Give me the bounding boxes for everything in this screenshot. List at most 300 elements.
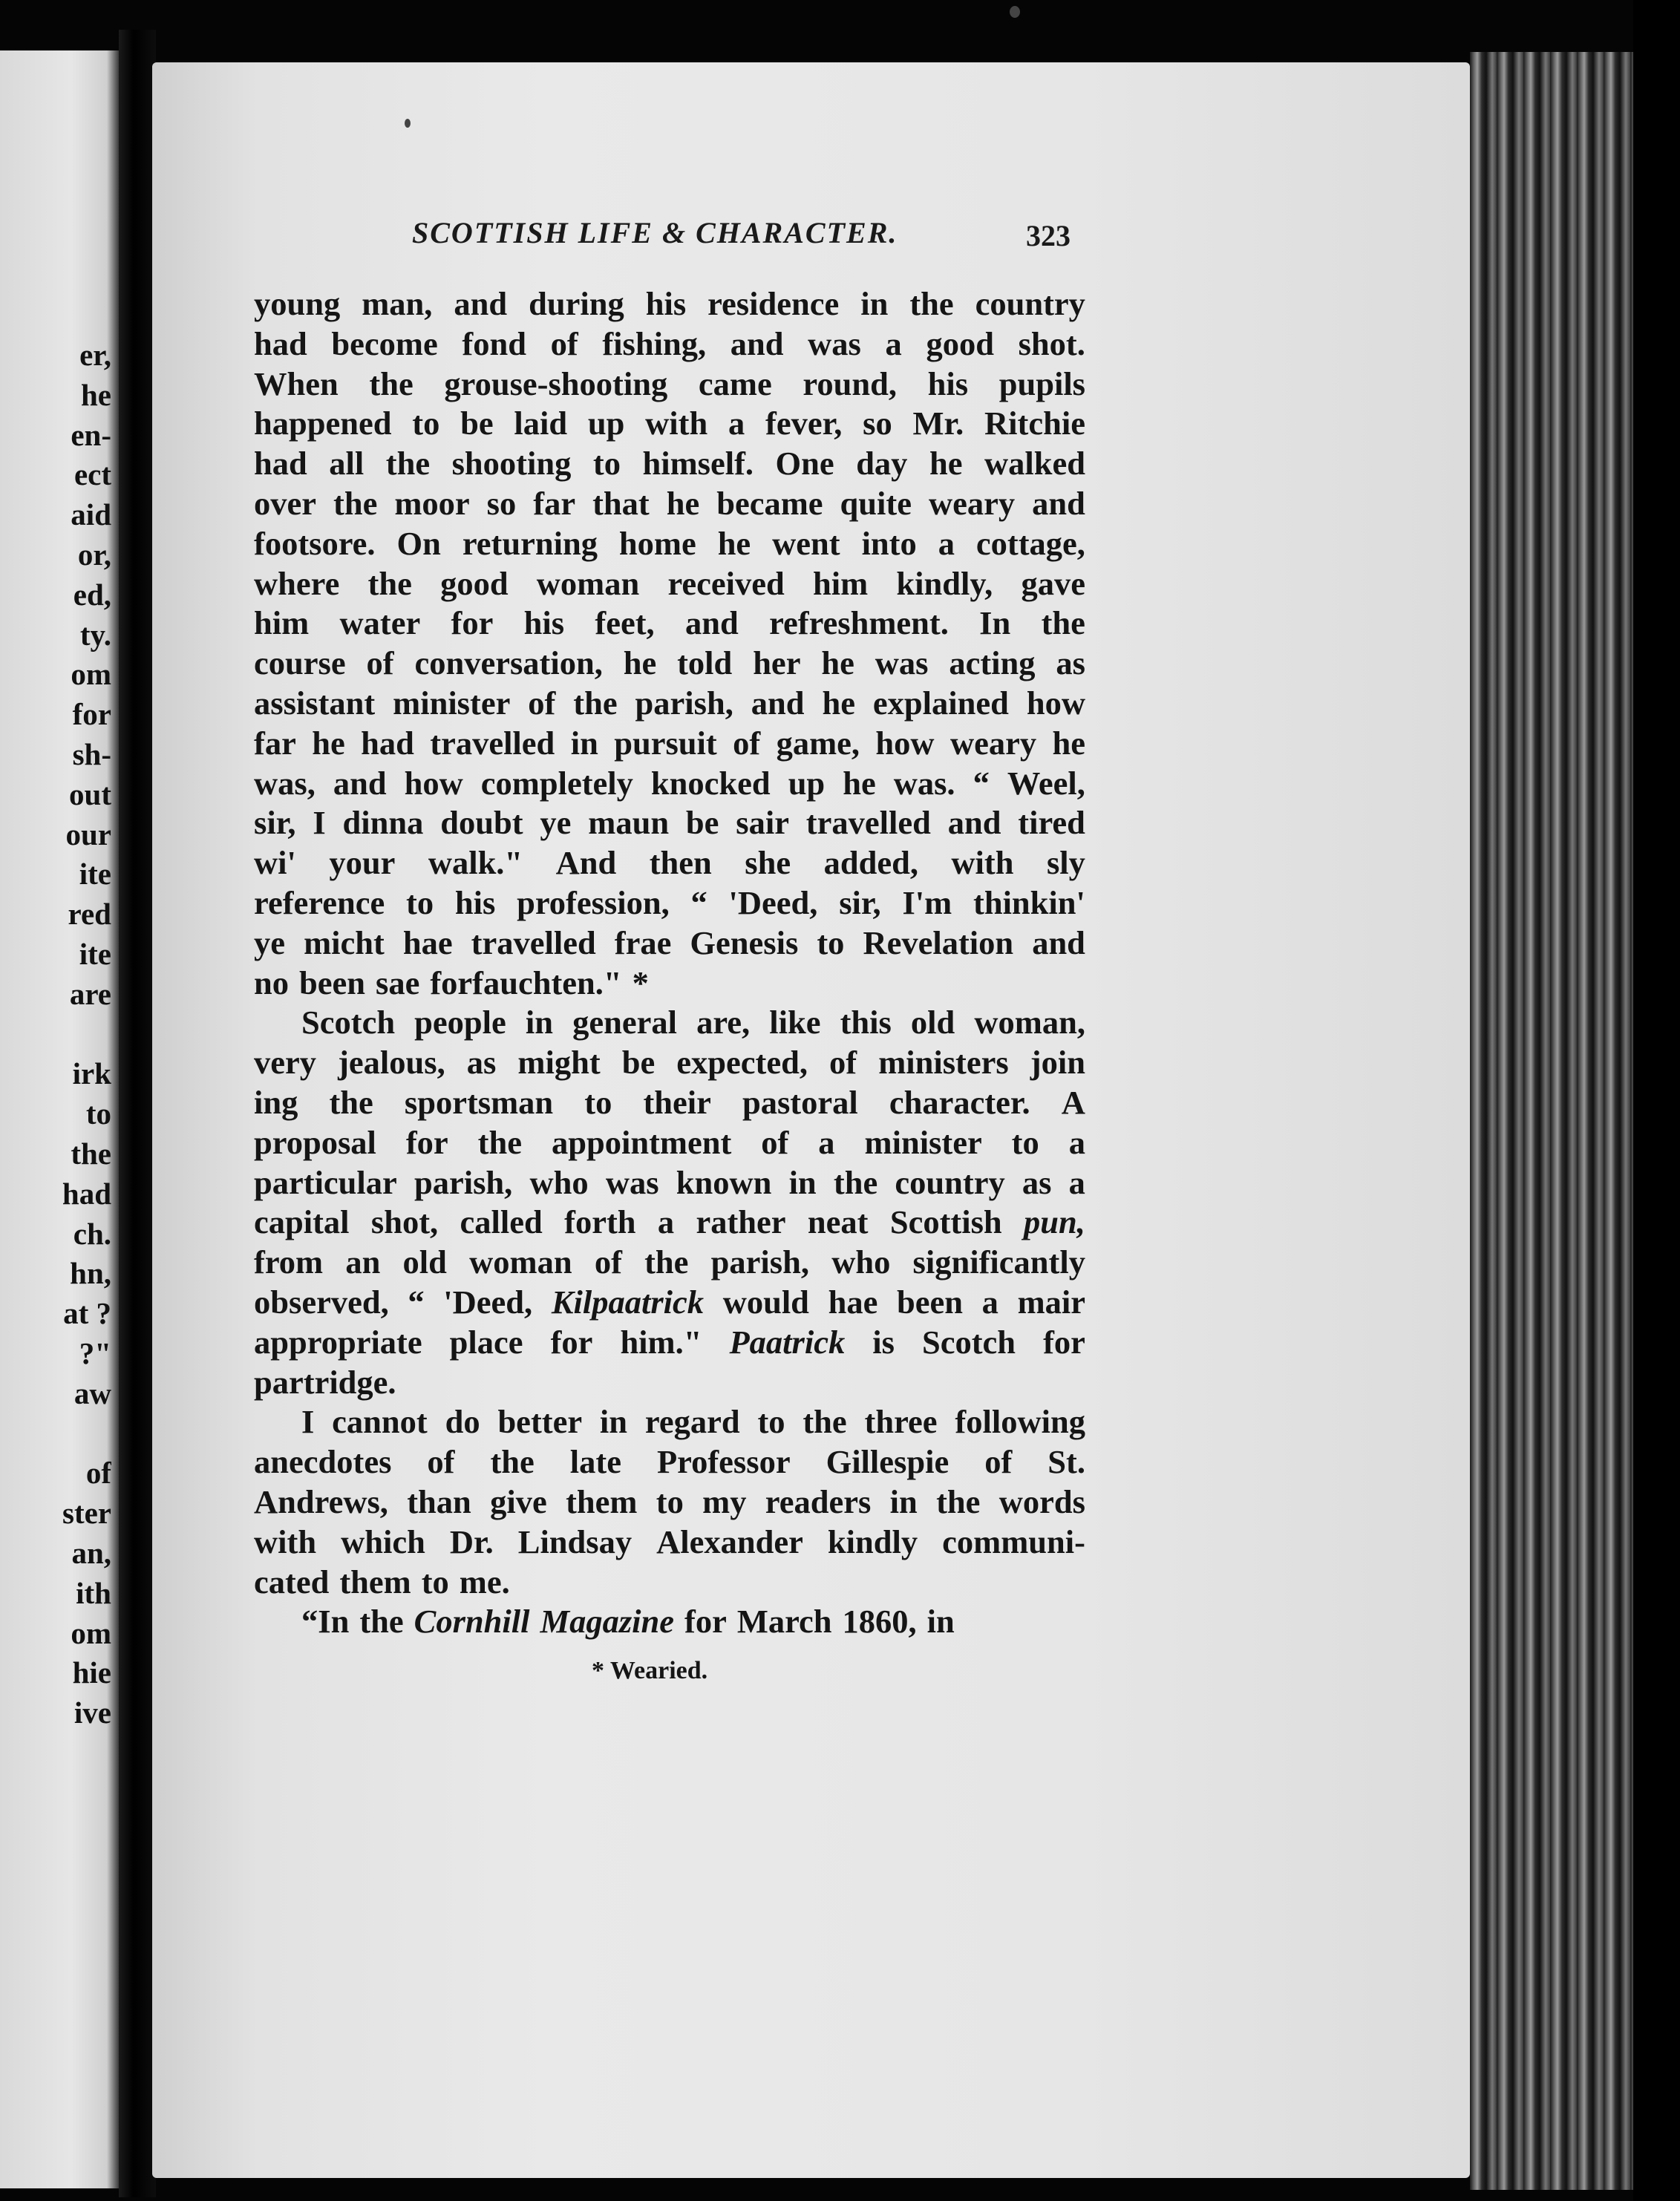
word: Gillespie [826, 1443, 950, 1481]
word: and [1032, 484, 1085, 522]
word: hae [402, 923, 453, 961]
word: who [529, 1163, 589, 1201]
word: my [702, 1482, 747, 1520]
word: and [947, 804, 1001, 842]
word: In [979, 604, 1011, 642]
book-page-edges [1470, 52, 1633, 2190]
text-line [254, 1083, 1085, 1123]
word: explained [872, 684, 1009, 722]
word: be [460, 405, 494, 442]
word: shot. [1018, 324, 1085, 362]
word: very [254, 1044, 317, 1082]
word: do [445, 1403, 480, 1441]
left-page-fragment: ite [79, 936, 111, 971]
text-line [254, 644, 1085, 684]
left-page-fragment: out [69, 776, 111, 811]
word: I [313, 804, 326, 842]
word: late [569, 1443, 621, 1481]
word: which [341, 1523, 425, 1560]
word: Revelation [863, 923, 1014, 961]
word: was. [893, 764, 955, 802]
word: old [910, 1004, 955, 1041]
word: and [730, 324, 784, 362]
word: him." [620, 1323, 702, 1361]
word: over [254, 484, 317, 522]
word: woman [469, 1243, 572, 1281]
word: for [1043, 1323, 1085, 1361]
word: his [645, 285, 687, 322]
left-page-fragment: are [69, 976, 111, 1011]
word: of [528, 684, 556, 722]
word: kindly [827, 1523, 918, 1560]
word: 1860, [842, 1603, 917, 1641]
word: the [644, 1243, 689, 1281]
word: rather [696, 1203, 786, 1241]
word: to [656, 1482, 684, 1520]
word: Scotch [301, 1004, 396, 1041]
word: sair [736, 804, 789, 842]
word: him [254, 604, 310, 642]
word: residence [707, 285, 840, 322]
word: dinna [342, 804, 424, 842]
word: proposal [254, 1123, 376, 1161]
word: her [753, 644, 801, 682]
text-line [254, 604, 1085, 644]
word: cated [254, 1563, 330, 1600]
word: forth [564, 1203, 636, 1241]
word: during [529, 285, 624, 322]
book-gutter [119, 30, 156, 2197]
word: so [863, 405, 892, 442]
word: mair [1017, 1283, 1085, 1321]
text-line [254, 1523, 1085, 1563]
text-line [254, 923, 1085, 964]
word: weary [928, 484, 1016, 522]
footnote: * Wearied. [592, 1657, 708, 1684]
word: give [490, 1482, 547, 1520]
text-line [254, 1243, 1085, 1283]
word: “ [973, 764, 990, 802]
word: the [367, 564, 412, 602]
word: up [587, 405, 625, 442]
word: ing [254, 1083, 298, 1121]
word: Scottish [889, 1203, 1002, 1241]
text-line [254, 364, 1085, 405]
word: like [769, 1004, 821, 1041]
left-page-fragment: er, [79, 338, 111, 372]
word: round, [803, 364, 897, 402]
word: refreshment. [769, 604, 949, 642]
left-page-fragment: om [71, 657, 111, 692]
word: to [406, 883, 434, 921]
word: laid [514, 405, 568, 442]
word: far [533, 484, 576, 522]
word: had [254, 445, 307, 483]
word: their [643, 1083, 711, 1121]
word: as [1056, 644, 1085, 682]
word: who [831, 1243, 891, 1281]
word: the [1041, 604, 1085, 642]
word: conversation, [414, 644, 603, 682]
word: as [466, 1044, 497, 1082]
word: added, [823, 844, 918, 882]
left-page-fragment: red [68, 897, 111, 932]
word: how [404, 764, 463, 802]
word: the [909, 285, 954, 322]
word: Kilpaatrick [551, 1283, 705, 1321]
word: Genesis [690, 923, 799, 961]
word: “ [408, 1283, 425, 1321]
word: is [872, 1323, 895, 1361]
word: became [716, 484, 823, 522]
word: Ritchie [984, 405, 1085, 442]
word: tired [1018, 804, 1085, 842]
word: Weel, [1007, 764, 1085, 802]
running-head: SCOTTISH LIFE & CHARACTER. [412, 216, 898, 249]
left-page-fragment: or, [77, 537, 111, 572]
word: weary [950, 724, 1037, 762]
word: be [621, 1044, 656, 1082]
word: shot, [370, 1203, 439, 1241]
word: One [775, 445, 834, 483]
word: character. [889, 1083, 1030, 1121]
word: acting [949, 644, 1036, 682]
word: a [818, 1123, 835, 1161]
word: for [405, 1123, 448, 1161]
word: for [451, 604, 494, 642]
word: minister [393, 684, 511, 722]
text-line [254, 1363, 1085, 1403]
word: all [329, 445, 365, 483]
left-page-fragment: he [81, 377, 111, 412]
word: of [761, 1123, 789, 1161]
left-facing-page [0, 50, 119, 2188]
word: Paatrick [729, 1323, 846, 1361]
word: And [555, 844, 617, 882]
word: travelled [430, 724, 555, 762]
word: then [649, 844, 712, 882]
paper-speck [1010, 6, 1020, 18]
word: frae [614, 923, 672, 961]
word: are, [696, 1004, 751, 1041]
word: might [517, 1044, 601, 1082]
word: water [339, 604, 421, 642]
word: walked [984, 445, 1085, 483]
word: Dr. [449, 1523, 494, 1560]
word: the [490, 1443, 535, 1481]
text-line [254, 1123, 1085, 1163]
word: them [339, 1563, 411, 1600]
word: On [396, 524, 441, 562]
word: micht [304, 923, 385, 961]
word: was [605, 1163, 659, 1201]
word: to [817, 923, 845, 961]
word: sir, [839, 883, 881, 921]
word: told [677, 644, 733, 682]
word: he [821, 644, 854, 682]
word: minister [864, 1123, 982, 1161]
word: had [254, 324, 307, 362]
word: ye [540, 804, 572, 842]
word: she [745, 844, 791, 882]
word: in [570, 724, 598, 762]
word: Lindsay [517, 1523, 633, 1560]
left-page-fragment: om [71, 1615, 111, 1650]
word: he [822, 684, 855, 722]
word: St. [1047, 1443, 1085, 1481]
word: a [728, 405, 745, 442]
word: grouse-shooting [444, 364, 668, 402]
word: following [955, 1403, 1085, 1441]
left-page-fragment: hie [72, 1655, 111, 1690]
word: me. [459, 1563, 510, 1600]
word: observed, [254, 1283, 389, 1321]
word: in [599, 1403, 628, 1441]
word: ministers [878, 1044, 1009, 1082]
word: and [454, 285, 508, 322]
word: assistant [254, 684, 376, 722]
text-line [254, 484, 1085, 524]
word: would [722, 1283, 809, 1321]
word: Alexander [656, 1523, 803, 1560]
word: parish, [414, 1163, 513, 1201]
paper-speck [405, 119, 411, 128]
text-line [254, 1402, 1085, 1442]
word: the [833, 1163, 878, 1201]
word: walk." [428, 844, 523, 882]
word: quite [840, 484, 912, 522]
left-page-fragment [0, 1414, 111, 1454]
word: words [998, 1482, 1085, 1520]
word: to [421, 1563, 449, 1600]
word: cottage, [975, 524, 1085, 562]
word: I [301, 1403, 315, 1441]
word: readers [765, 1482, 872, 1520]
left-page-fragment: the [71, 1136, 111, 1171]
word: them [566, 1482, 638, 1520]
text-line [254, 803, 1085, 843]
text-line [254, 1043, 1085, 1083]
word: with [951, 844, 1014, 882]
text-line [254, 1283, 1085, 1323]
word: significantly [912, 1243, 1085, 1281]
word: feet, [595, 604, 655, 642]
word: known [676, 1163, 772, 1201]
left-page-fragment: ith [76, 1575, 111, 1610]
word: into [861, 524, 917, 562]
word: good [926, 324, 994, 362]
word: completely [480, 764, 633, 802]
word: and [751, 684, 805, 722]
word: sir, [254, 804, 296, 842]
text-line [254, 1563, 1085, 1603]
left-page-fragment: hn, [70, 1256, 111, 1291]
word: Magazine [540, 1603, 674, 1641]
word: he [929, 445, 963, 483]
word: the [359, 1603, 404, 1641]
text-line [254, 524, 1085, 564]
left-page-fragment: aw [73, 1376, 111, 1410]
word: A [1061, 1083, 1085, 1121]
word: your [329, 844, 396, 882]
word: with [645, 405, 708, 442]
text-line [254, 964, 1085, 1004]
word: Cornhill [414, 1603, 530, 1641]
word: no [254, 964, 289, 1001]
word: fond [462, 324, 526, 362]
left-page-fragment: sh- [72, 736, 111, 771]
word: so [486, 484, 517, 522]
word: expected, [676, 1044, 808, 1082]
word: When [254, 364, 339, 402]
word: he [666, 484, 700, 522]
word: of [594, 1243, 622, 1281]
word: came [698, 364, 772, 402]
word: footsore. [254, 524, 376, 562]
word: of [733, 724, 761, 762]
text-line [254, 324, 1085, 364]
word: the [803, 1403, 847, 1441]
word: course [254, 644, 346, 682]
word: March [736, 1603, 832, 1641]
word: went [772, 524, 840, 562]
word: of [427, 1443, 455, 1481]
word: neat [807, 1203, 869, 1241]
word: wi' [254, 844, 296, 882]
word: that [592, 484, 650, 522]
left-page-fragment: of [85, 1456, 111, 1491]
left-page-fragment: en- [71, 417, 111, 452]
word: been [299, 964, 365, 1001]
word: he [717, 524, 751, 562]
left-page-fragment: ster [62, 1496, 111, 1531]
word: ye [254, 923, 286, 961]
word: anecdotes [254, 1443, 392, 1481]
word: better [497, 1403, 583, 1441]
word: game, [776, 724, 860, 762]
word: parish, [635, 684, 733, 722]
word: than [407, 1482, 471, 1520]
left-page-fragment: at ? [63, 1296, 111, 1331]
word: to [412, 405, 440, 442]
word: parish, [710, 1243, 809, 1281]
word: himself. [642, 445, 754, 483]
text-line [254, 1602, 1085, 1642]
word: in [889, 1482, 918, 1520]
word: forfauchten." [430, 964, 622, 1001]
word: the [477, 1123, 522, 1161]
word: with [254, 1523, 317, 1560]
left-page-fragment: our [65, 817, 111, 851]
word: cannot [332, 1403, 428, 1441]
word: was [875, 644, 929, 682]
word: he [312, 724, 345, 762]
word: he [1052, 724, 1085, 762]
word: day [856, 445, 908, 483]
text-line [254, 1323, 1085, 1363]
left-page-fragment: had [62, 1176, 111, 1211]
left-page-fragment: to [85, 1096, 111, 1131]
text-line [254, 284, 1085, 324]
word: to [584, 1083, 612, 1121]
word: be [685, 804, 719, 842]
text-line [254, 1442, 1085, 1482]
word: fever, [765, 405, 843, 442]
word: 'Deed, [728, 883, 818, 921]
word: particular [254, 1163, 397, 1201]
word: his [454, 883, 496, 921]
word: been [897, 1283, 963, 1321]
word: country [975, 285, 1085, 322]
word: returning [462, 524, 598, 562]
left-page-fragment: an, [71, 1535, 111, 1570]
word: a [657, 1203, 675, 1241]
word: become [331, 324, 438, 362]
word: in [788, 1163, 817, 1201]
word: general [572, 1004, 677, 1041]
word: capital [254, 1203, 350, 1241]
word: was, [254, 764, 316, 802]
word: three [864, 1403, 938, 1441]
word: in [926, 1603, 955, 1641]
word: a [1068, 1163, 1085, 1201]
word: * [632, 964, 649, 1001]
text-line [254, 684, 1085, 724]
word: I'm [902, 883, 952, 921]
word: sae [376, 964, 420, 1001]
word: where [254, 564, 340, 602]
word: received [667, 564, 785, 602]
word: Scotch [921, 1323, 1016, 1361]
word: and [685, 604, 739, 642]
word: had [361, 724, 414, 762]
word: the [333, 484, 378, 522]
word: gave [1021, 564, 1085, 602]
word: man, [362, 285, 433, 322]
word: how [1026, 684, 1085, 722]
word: of [366, 644, 394, 682]
word: happened [254, 405, 392, 442]
word: and [1032, 923, 1085, 961]
word: place [449, 1323, 523, 1361]
word: join [1030, 1044, 1085, 1082]
word: how [875, 724, 935, 762]
text-line [254, 444, 1085, 484]
word: as [1022, 1163, 1052, 1201]
left-page-fragment: for [72, 697, 111, 732]
word: up [788, 764, 826, 802]
word: in [525, 1004, 554, 1041]
word: for [684, 1603, 727, 1641]
left-page-fragment: ect [73, 457, 111, 492]
word: in [860, 285, 889, 322]
word: for [550, 1323, 593, 1361]
word: Andrews, [254, 1482, 388, 1520]
scan-border [1633, 0, 1680, 2201]
word: travelled [471, 923, 596, 961]
word: “ [690, 883, 707, 921]
left-page-fragment: ?" [79, 1335, 111, 1370]
word: him [812, 564, 869, 602]
word: the [369, 364, 414, 402]
word: doubt [440, 804, 523, 842]
word: maun [588, 804, 670, 842]
left-page-fragment [0, 1015, 111, 1055]
word: his [927, 364, 969, 402]
left-page-fragment: ite [79, 857, 111, 892]
word: and [333, 764, 387, 802]
word: far [254, 724, 296, 762]
